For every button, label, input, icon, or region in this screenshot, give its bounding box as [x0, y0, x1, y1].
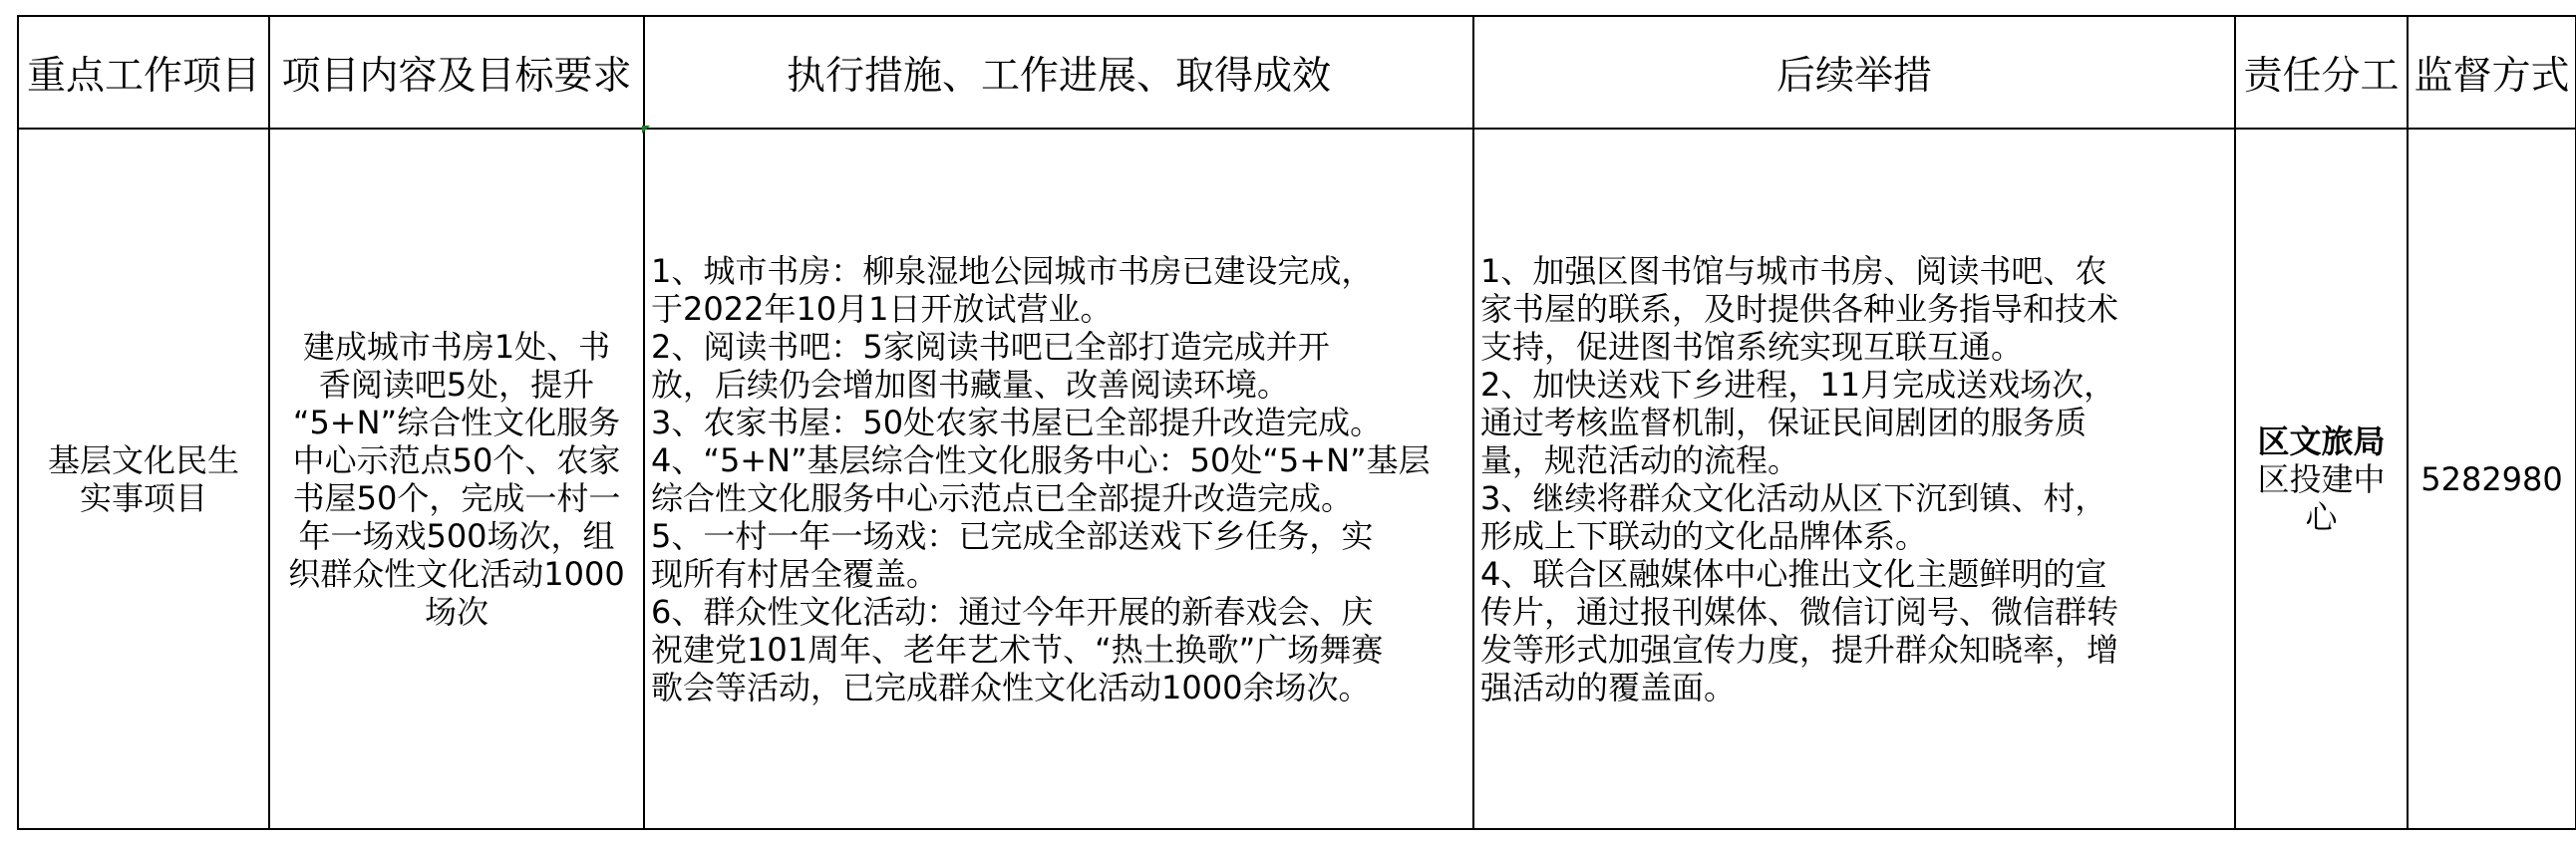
header-responsibility[interactable]: 责任分工: [2235, 16, 2408, 129]
cell-responsibility[interactable]: [2235, 129, 2408, 829]
header-row: [18, 16, 2576, 129]
cell-line: 织群众性文化活动1000: [288, 554, 625, 593]
cell-project[interactable]: [18, 129, 269, 829]
header-content-goals[interactable]: 项目内容及目标要求: [269, 16, 644, 129]
cell-line: 家书屋的联系，及时提供各种业务指导和技术: [1480, 289, 2119, 328]
cell-line: 场次: [424, 592, 488, 631]
cell-line: 传片，通过报刊媒体、微信订阅号、微信群转: [1480, 592, 2119, 631]
work-items-table: [17, 15, 2576, 830]
cell-line: 1、加强区图书馆与城市书房、阅读书吧、农: [1480, 251, 2107, 290]
cell-line: 歌会等活动，已完成群众性文化活动1000余场次。: [651, 668, 1371, 706]
cell-line: 通过考核监督机制，保证民间剧团的服务质: [1480, 403, 2088, 441]
cell-line: 强活动的覆盖面。: [1480, 668, 1737, 706]
cell-line: 心: [2305, 497, 2338, 536]
cell-line: 1、城市书房：柳泉湿地公园城市书房已建设完成，: [651, 251, 1374, 290]
header-follow-up[interactable]: 后续举措: [1473, 16, 2235, 129]
cell-line: 区投建中: [2257, 459, 2386, 498]
cell-line: 6、群众性文化活动：通过今年开展的新春戏会、庆: [651, 592, 1374, 631]
cell-line: 发等形式加强宣传力度，提升群众知晓率，增: [1480, 630, 2119, 669]
cell-line: 年一场戏500场次，组: [298, 516, 615, 555]
cell-line: 形成上下联动的文化品牌体系。: [1480, 516, 1928, 555]
cell-line: 3、继续将群众文化活动从区下沉到镇、村，: [1480, 478, 2107, 517]
cell-line: 支持，促进图书馆系统实现互联互通。: [1480, 327, 2024, 366]
cell-line: 建成城市书房1处、书: [302, 327, 611, 366]
cell-line: 2、加快送戏下乡进程，11月完成送戏场次，: [1480, 365, 2116, 404]
header-key-project[interactable]: 重点工作项目: [18, 16, 269, 129]
cell-line: 中心示范点50个、农家: [292, 440, 621, 479]
table-row: [18, 129, 2576, 829]
cell-line: 基层文化民生: [47, 440, 239, 479]
cell-line: 3、农家书屋：50处农家书屋已全部提升改造完成。: [651, 403, 1383, 441]
lead-department: 区文旅局: [2257, 422, 2386, 460]
header-measures-progress[interactable]: 执行措施、工作进展、取得成效: [644, 16, 1473, 129]
cell-line: 综合性文化服务中心示范点已全部提升改造完成。: [651, 478, 1354, 517]
header-supervision[interactable]: 监督方式: [2408, 16, 2576, 129]
cell-line: “5+N”综合性文化服务: [292, 403, 621, 441]
cell-supervision[interactable]: [2408, 129, 2576, 829]
cell-line: 2、阅读书吧：5家阅读书吧已全部打造完成并开: [651, 327, 1330, 366]
cell-line: 书屋50个，完成一村一: [292, 478, 621, 517]
cell-line: 现所有村居全覆盖。: [651, 554, 939, 593]
cell-line: 5、一村一年一场戏：已完成全部送戏下乡任务，实: [651, 516, 1374, 555]
supervision-number: 5282980: [2420, 459, 2563, 498]
cell-line: 于2022年10月1日开放试营业。: [651, 289, 1113, 328]
cell-line: 4、联合区融媒体中心推出文化主题鲜明的宣: [1480, 554, 2107, 593]
cell-measures[interactable]: [644, 129, 1473, 829]
cell-line: 4、“5+N”基层综合性文化服务中心：50处“5+N”基层: [651, 440, 1431, 479]
cell-follow-up[interactable]: [1473, 129, 2235, 829]
cell-line: 祝建党101周年、老年艺术节、“热土换歌”广场舞赛: [651, 630, 1384, 669]
cell-line: 量，规范活动的流程。: [1480, 440, 1800, 479]
cell-content[interactable]: [269, 129, 644, 829]
cell-line: 香阅读吧5处，提升: [318, 365, 595, 404]
cell-line: 实事项目: [79, 478, 207, 517]
cell-comment-marker: [642, 126, 650, 134]
cell-line: 放，后续仍会增加图书藏量、改善阅读环境。: [651, 365, 1290, 404]
